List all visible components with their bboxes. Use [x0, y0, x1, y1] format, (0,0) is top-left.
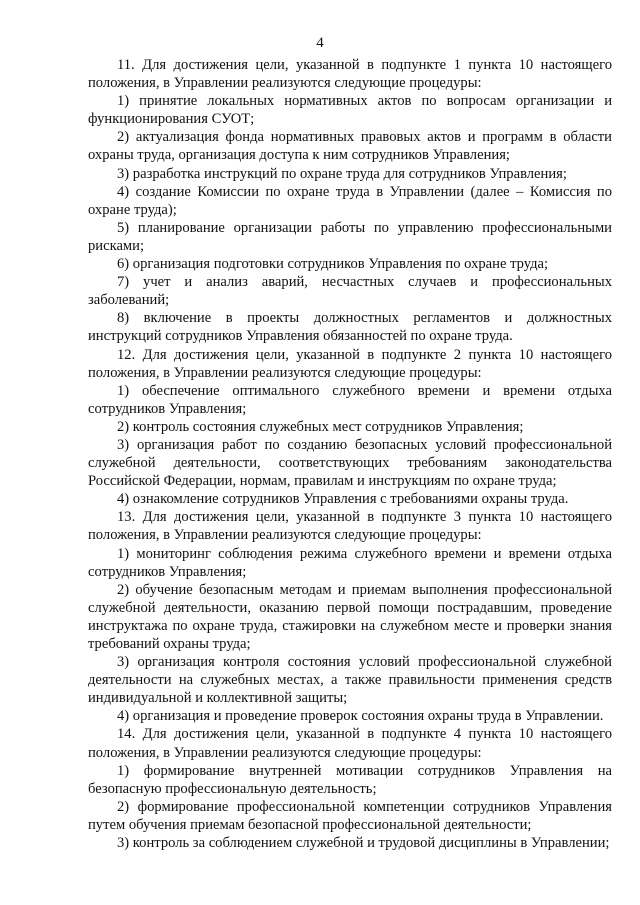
- list-item: 4) создание Комиссии по охране труда в Управлении (далее – Комиссия по охране труда);: [88, 183, 612, 218]
- list-item: 6) организация подготовки сотрудников Управления по охране труда;: [117, 256, 549, 273]
- list-item: 2) формирование профессиональной компетенции сотрудников Управления путем обучения приемам безопасной профессиональной деятельности;: [88, 798, 612, 833]
- page-number: 4: [316, 35, 324, 51]
- list-item: 1) мониторинг соблюдения режима служебного времени и времени отдыха сотрудников Управления;: [88, 545, 612, 580]
- list-item: 3) организация контроля состояния условий профессиональной служебной деятельности на служебных местах, а также правильности применения средств индивидуальной и коллективной защиты;: [88, 654, 612, 707]
- list-item: 1) принятие локальных нормативных актов по вопросам организации и функционирования СУОТ;: [88, 93, 612, 128]
- list-item: 4) организация и проведение проверок состояния охраны труда в Управлении.: [117, 708, 604, 725]
- list-item: 2) контроль состояния служебных мест сотрудников Управления;: [117, 418, 524, 435]
- paragraph-14-intro: 14. Для достижения цели, указанной в подпункте 4 пункта 10 настоящего положения, в Управлении реализуются следующие процедуры:: [88, 726, 612, 761]
- paragraph-13-intro: 13. Для достижения цели, указанной в подпункте 3 пункта 10 настоящего положения, в Управлении реализуются следующие процедуры:: [88, 509, 612, 544]
- paragraph-11-intro: 11. Для достижения цели, указанной в подпункте 1 пункта 10 настоящего положения, в Управлении реализуются следующие процедуры:: [88, 57, 612, 92]
- list-item: 2) обучение безопасным методам и приемам выполнения профессиональной служебной деятельности, оказанию первой помощи пострадавшим, проведение инструктажа по охране труда, стажировки на служебном месте и проверки знания требований охраны труда;: [88, 581, 612, 652]
- list-item: 1) обеспечение оптимального служебного времени и времени отдыха сотрудников Управления;: [88, 382, 612, 417]
- list-item: 3) организация работ по созданию безопасных условий профессиональной служебной деятельности, соответствующих требованиям законодательства Российской Федерации, нормам, правилам и инструкциям по охране труда;: [88, 436, 612, 490]
- list-item: 1) формирование внутренней мотивации сотрудников Управления на безопасную профессиональную деятельность;: [88, 762, 612, 797]
- list-item: 7) учет и анализ аварий, несчастных случаев и профессиональных заболеваний;: [88, 274, 612, 309]
- paragraph-12-intro: 12. Для достижения цели, указанной в подпункте 2 пункта 10 настоящего положения, в Управлении реализуются следующие процедуры:: [88, 346, 612, 381]
- list-item: 8) включение в проекты должностных регламентов и должностных инструкций сотрудников Управления обязанностей по охране труда.: [88, 310, 612, 345]
- list-item: 3) разработка инструкций по охране труда для сотрудников Управления;: [117, 165, 567, 182]
- document-body: [88, 56, 612, 852]
- list-item: 4) ознакомление сотрудников Управления с требованиями охраны труда.: [117, 491, 569, 508]
- list-item: 5) планирование организации работы по управлению профессиональными рисками;: [88, 219, 612, 254]
- list-item: 3) контроль за соблюдением служебной и трудовой дисциплины в Управлении;: [117, 835, 610, 852]
- list-item: 2) актуализация фонда нормативных правовых актов и программ в области охраны труда, организация доступа к ним сотрудников Управления;: [88, 129, 612, 164]
